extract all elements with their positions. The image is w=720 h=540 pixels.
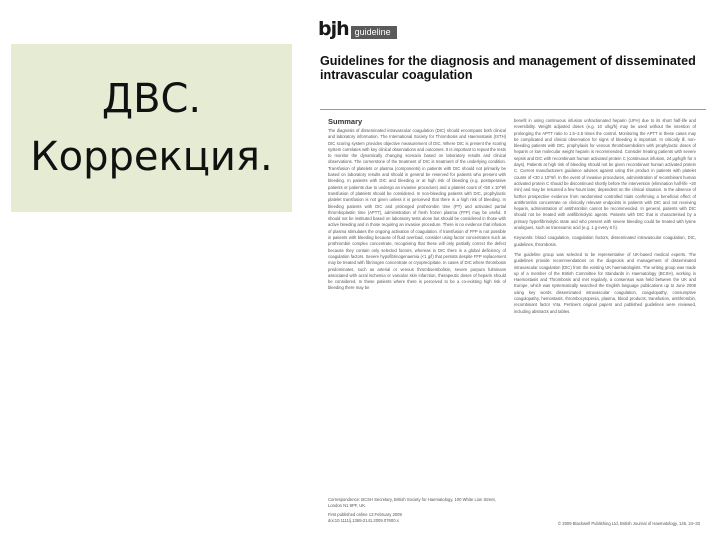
publication-info xyxy=(328,512,506,524)
journal-header xyxy=(318,20,397,39)
summary-heading: Summary xyxy=(328,117,363,126)
slide-title xyxy=(30,70,272,186)
published-date: First published online 13 February 2009 xyxy=(328,512,402,517)
copyright-footer: © 2009 Blackwell Publishing Ltd, British Journal of Haematology, 145, 24–33 xyxy=(558,521,700,526)
paper-page-image xyxy=(318,20,708,528)
doi: doi:10.1111/j.1365-2141.2009.07600.x xyxy=(328,518,399,523)
slide-title-line-2: Коррекция. xyxy=(30,134,273,180)
title-divider xyxy=(320,109,706,110)
paper-title: Guidelines for the diagnosis and management of disseminated intravascular coagulation xyxy=(320,54,696,82)
bjh-logo: bjh xyxy=(318,20,349,40)
paper-paragraph: The diagnosis of disseminated intravascular coagulation (DIC) should encompass both clinical and laboratory information. The International Society for Thrombosis and Haemostasis (ISTH) DIC scoring system provides objective measurement of DIC. Where DIC is present the scoring system correlates with key clinical observations and outcomes. It is important to repeat the tests to monitor the dynamically changing scenario based on laboratory results and clinical observations. The cornerstone of the treatment of DIC is treatment of the underlying condition. Transfusion of platelets or plasma (components) in patients with DIC should not primarily be based on laboratory results and should in general be reserved for patients who present with bleeding. In patients with DIC and bleeding or at high risk of bleeding (e.g. postoperative patients or patients due to undergo an invasive procedure) and a platelet count of <50 x 10^9/l transfusion of platelets should be considered. In non-bleeding patients with DIC, prophylactic platelet transfusion is not given unless it is perceived that there is a high risk of bleeding. In bleeding patients with DIC and prolonged prothrombin time (PT) and activated partial thromboplastin time (APTT), administration of fresh frozen plasma (FFP) may be useful. It should not be instituted based on laboratory tests alone but should be considered in those with active bleeding and in those requiring an invasive procedure. There is no evidence that infusion of plasma stimulates the ongoing activation of coagulation. If transfusion of FFP is not possible in patients with bleeding because of fluid overload, consider using factor concentrates such as prothrombin complex concentrate, recognising that these will only partially correct the defect because they contain only selected factors, whereas in DIC there is a global deficiency of coagulation factors. Severe hypofibrinogenaemia (<1 g/l) that persists despite FFP replacement may be treated with fibrinogen concentrate or cryoprecipitate. In cases of DIC where thrombosis predominates, such as arterial or venous thromboembolism, severe purpura fulminans associated with acral ischemia or vascular skin infarction, therapeutic doses of heparin should be considered. In these patients where there is perceived to be a co-existing high risk of bleeding there may be xyxy=(328,128,506,291)
paper-paragraph: benefit in using continuous infusion unfractionated heparin (UFH) due to its short half-life and reversibility. Weight adjusted doses (e.g. 10 u/kg/h) may be used without the intention of prolonging the APTT ratio to 1.5–2.5 times the control. Monitoring the APTT in these cases may be complicated and clinical observation for signs of bleeding is important. In critically ill, non-bleeding patients with DIC, prophylaxis for venous thromboembolism with prophylactic doses of heparin or low molecular weight heparin is recommended. Consider treating patients with severe sepsis and DIC with recombinant human activated protein C (continuous infusion, 24 μg/kg/h for 4 days). Patients at high risk of bleeding should not be given recombinant human activated protein C. Current manufacturers guidance advises against using this product in patients with platelet counts of <30 x 10^9/l. In the event of invasive procedures, administration of recombinant human activated protein C should be discontinued shortly before the intervention (elimination half-life ~20 min) and may be resumed a few hours later, dependent on the clinical situation. In the absence of further prospective evidence from randomised controlled trials confirming a beneficial effect of antithrombin concentrate on clinically relevant endpoints in patients with DIC and not receiving heparin, administration of antithrombin cannot be recommended. In general, patients with DIC should not be treated with antifibrinolytic agents. Patients with DIC that is characterised by a primary hyperfibrinolytic state and who present with severe bleeding could be treated with lysine analogues, such as tranexamic acid (e.g. 1 g every 8 h). xyxy=(514,118,696,231)
correspondence-note: Correspondence: BCSH Secretary, British Society for Haematology, 100 White Lion Street, London N1 9PF, UK. xyxy=(328,497,496,509)
paper-right-column xyxy=(514,118,696,496)
guideline-tag: guideline xyxy=(351,26,397,39)
paper-keywords: Keywords: blood coagulation, coagulation factors, disseminated intravascular coagulation, DIC, guidelines, thrombosis. xyxy=(514,235,696,247)
paper-paragraph: The guideline group was selected to be representative of UK-based medical experts. The guidelines provide recommendations on the diagnosis and management of disseminated intravascular coagulation (DIC) from the existing UK haematologists. The writing group was made up of a member of the British Committee for Standards in Haematology (BCSH), working in Haemostasis and Thrombosis and met regularly, a consensus was held between the UK and Europe, which was systematically searched the English language publications up to June 2008 using key words disseminated intravascular coagulation, coagulopathy, consumptive coagulopathy, hemostasis, thrombocytopenia, plasma, blood products, transfusion, antithrombin, recombinant factor VIIa. Pertinent original papers and published guidelines were reviewed, including abstracts and tables. xyxy=(514,251,696,314)
slide-title-panel xyxy=(11,44,292,212)
paper-left-column xyxy=(328,128,506,496)
slide-title-line-1: ДВС. xyxy=(101,76,202,122)
